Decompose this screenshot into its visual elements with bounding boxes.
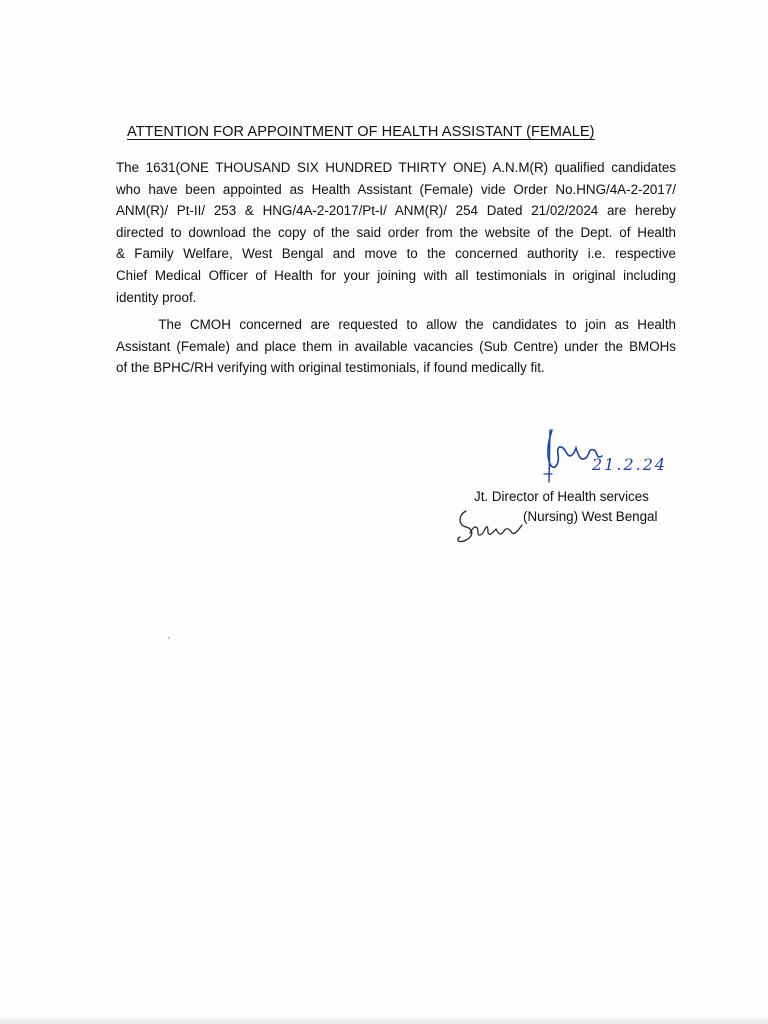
paragraph-instructions — [116, 157, 676, 308]
paragraph-line: of the BPHC/RH verifying with original testimonials, if found medically fit. — [116, 360, 545, 376]
paragraph-line: The CMOH concerned are requested to allow the candidates to join as Health — [116, 317, 676, 332]
paragraph-line: The 1631(ONE THOUSAND SIX HUNDRED THIRTY ONE) A.N.M(R) qualified candidates — [116, 160, 676, 175]
paragraph-line: who have been appointed as Health Assistant (Female) vide Order No.HNG/4A-2-2017/ — [116, 181, 676, 197]
paper-speck — [168, 637, 170, 639]
handwritten-initials — [452, 505, 532, 547]
signatory-designation: Jt. Director of Health services — [474, 489, 649, 504]
page-edge — [0, 1018, 768, 1024]
signatory-department: (Nursing) West Bengal — [523, 509, 658, 524]
paragraph-line: directed to download the copy of the said order from the website of the Dept. of Health — [116, 224, 676, 240]
document-title: ATTENTION FOR APPOINTMENT OF HEALTH ASSISTANT (FEMALE) — [127, 124, 595, 140]
paragraph-cmoh-request — [116, 314, 676, 379]
signature-date: 21.2.24 — [592, 455, 668, 474]
paragraph-line: Assistant (Female) and place them in available vacancies (Sub Centre) under the BMOHs — [116, 338, 676, 354]
paragraph-line: identity proof. — [116, 289, 197, 305]
paragraph-line: ANM(R)/ Pt-II/ 253 & HNG/4A-2-2017/Pt-I/ ANM(R)/ 254 Dated 21/02/2024 are hereby — [116, 203, 676, 219]
paragraph-line: Chief Medical Officer of Health for your joining with all testimonials in original including — [116, 267, 676, 283]
paragraph-line: & Family Welfare, West Bengal and move to the concerned authority i.e. respective — [116, 246, 676, 262]
